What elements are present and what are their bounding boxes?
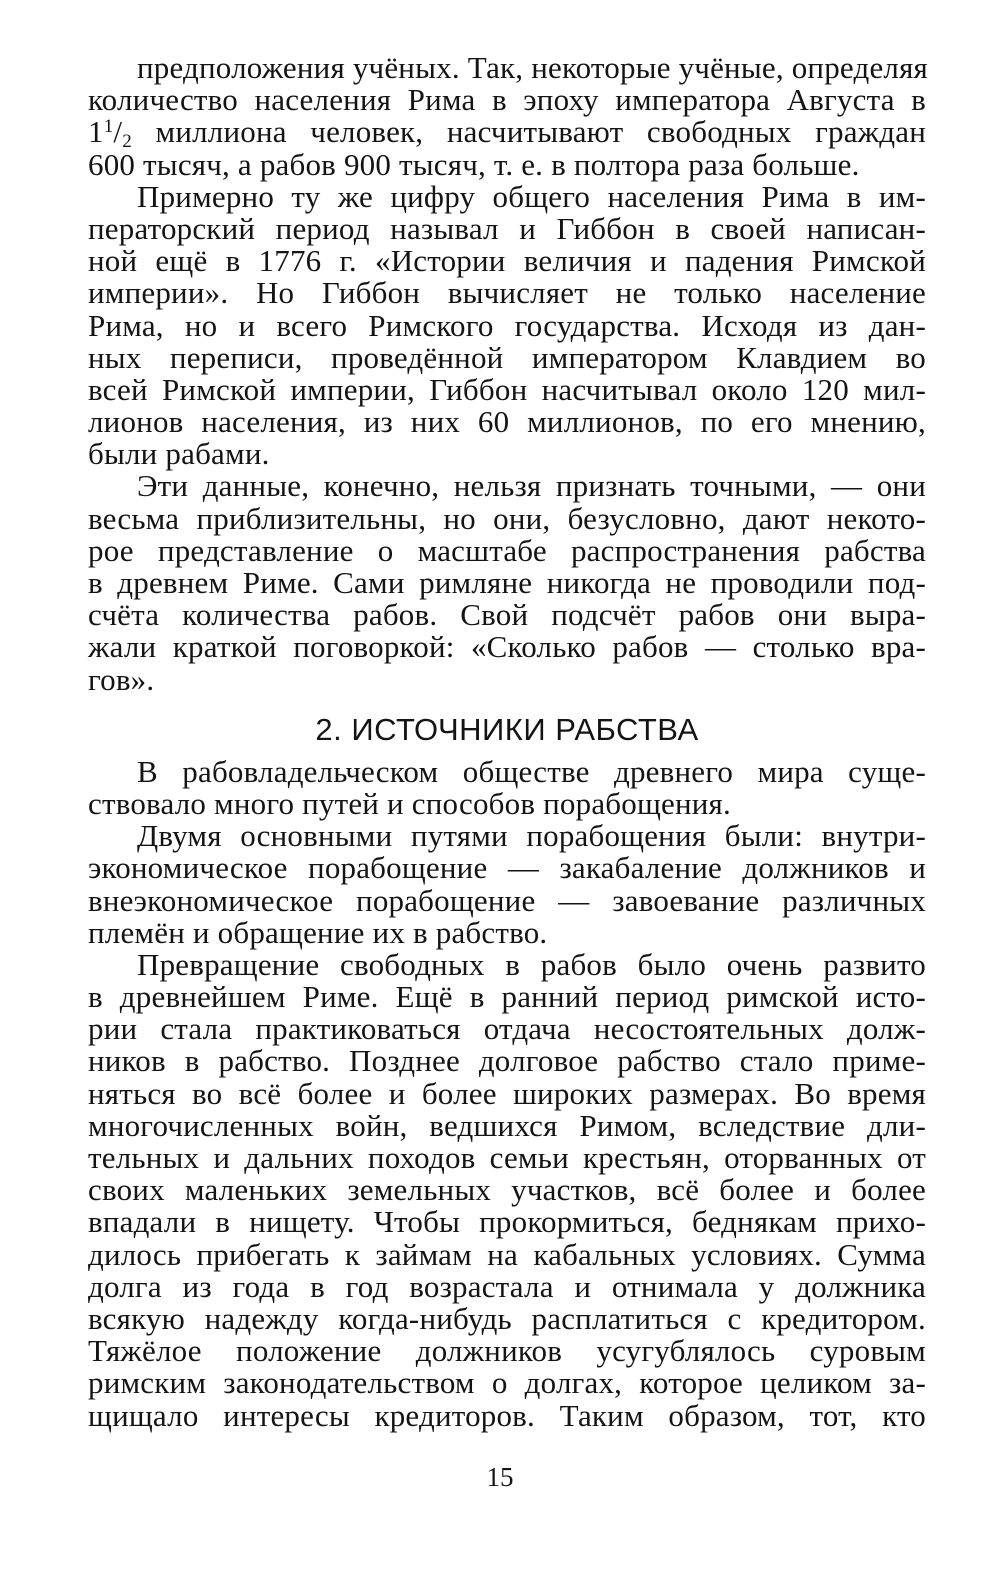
text-line: В рабовладельческом обществе древнего мира суще- (137, 753, 926, 789)
text-line: экономическое порабощение — закабаление должников и (88, 850, 926, 886)
paragraph-debt-slavery (88, 946, 926, 1433)
text-line: ных переписи, проведённой императором Клавдием во (88, 339, 926, 375)
text-line: долга из года в год возрастала и отнимала у должника (88, 1268, 926, 1304)
text-line: в древнейшем Риме. Ещё в ранний период римской исто- (88, 979, 926, 1015)
text-line: римским законодательством о долгах, которое целиком за- (88, 1365, 926, 1401)
text-line: предположения учёных. Так, некоторые учёные, определяя (137, 50, 928, 85)
text-line: Тяжёлое положение должников усугублялось суровым (88, 1333, 926, 1369)
paragraph-gibbon (88, 178, 926, 472)
text-line: ствовало много путей и способов порабощения. (88, 785, 731, 821)
text-line: 600 тысяч, а рабов 900 тысяч, т. е. в полтора раза больше. (88, 146, 860, 182)
page-number: 15 (486, 1462, 514, 1492)
paragraph-many-ways (88, 753, 926, 821)
text-line: ной ещё в 1776 г. «Истории величия и падения Римской (88, 243, 926, 279)
text-line: счёта количества рабов. Свой подсчёт рабов они выра- (88, 597, 926, 633)
text-line: всякую надежду когда-нибудь расплатиться с кредитором. (88, 1300, 926, 1336)
text-line: были рабами. (88, 436, 270, 472)
text-line: ников в рабство. Позднее долговое рабство стало приме- (88, 1043, 926, 1079)
text-line: щищало интересы кредиторов. Таким образом, тот, кто (88, 1397, 926, 1433)
fraction-one-and-half: $1^1/_2$ (88, 114, 132, 153)
text-line: многочисленных войн, ведшихся Римом, вследствие дли- (88, 1107, 926, 1143)
text-line: жали краткой поговоркой: «Сколько рабов — столько вра- (88, 629, 926, 665)
text-line: $1^1/_2$ миллиона человек, насчитывают свободных граждан (88, 114, 926, 153)
text-line: гов». (88, 661, 155, 697)
text-line: весьма приблизительны, но они, безусловно, дают некото- (88, 500, 926, 536)
text-line: в древнем Риме. Сами римляне никогда не проводили под- (88, 565, 926, 600)
text-line: рии стала практиковаться отдача несостоятельных долж- (88, 1011, 926, 1047)
text-line: Двумя основными путями порабощения были: внутри- (137, 818, 926, 854)
text-line: рое представление о масштабе распространения рабства (88, 532, 926, 568)
text-line: количество населения Рима в эпоху императора Августа в (88, 82, 926, 118)
text-line: племён и обращение их в рабство. (88, 914, 548, 950)
text-line: своих маленьких земельных участков, всё более и более (88, 1172, 926, 1208)
text-line: лионов населения, из них 60 миллионов, по его мнению, (88, 404, 926, 440)
text-line: Примерно ту же цифру общего населения Рима в им- (137, 178, 926, 214)
text-line: внеэкономическое порабощение — завоевание различных (88, 882, 926, 918)
text-line: Рима, но и всего Римского государства. Исходя из дан- (88, 307, 926, 343)
section-heading: 2. ИСТОЧНИКИ РАБСТВА (315, 711, 699, 747)
text-line: няться во всё более и более широких размерах. Во время (88, 1075, 926, 1111)
text-line: всей Римской империи, Гиббон насчитывал около 120 мил- (88, 371, 926, 407)
text-line: ператорский период называл и Гиббон в своей написан- (88, 210, 926, 246)
text-line: империи». Но Гиббон вычисляет не только население (88, 275, 926, 311)
page-body (88, 52, 926, 1432)
text-line: Превращение свободных в рабов было очень развито (137, 946, 926, 982)
text-line: тельных и дальних походов семьи крестьян, оторванных от (88, 1140, 926, 1175)
paragraph-population-estimate (88, 52, 926, 181)
paragraph-data-accuracy (88, 470, 926, 695)
paragraph-two-main-paths (88, 820, 926, 949)
text-line: Эти данные, конечно, нельзя признать точными, — они (137, 468, 926, 504)
text-line: дилось прибегать к займам на кабальных условиях. Сумма (88, 1236, 926, 1272)
text-line: впадали в нищету. Чтобы прокормиться, беднякам прихо- (88, 1204, 926, 1240)
